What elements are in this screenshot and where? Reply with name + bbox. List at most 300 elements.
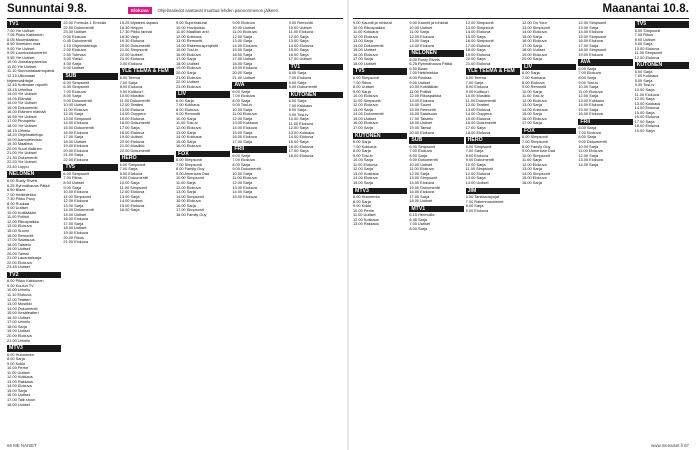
program-listing: 22.00 Uutiset <box>175 79 199 85</box>
program-listing: 11.10 Elokuva <box>7 292 32 298</box>
program-listing: 12.15 Ulkomaan kirjeenvaihtajat <box>7 72 36 83</box>
program-listing: 6.00 Sarja <box>232 152 251 158</box>
program-listing: 20.00 Suuri illallinen <box>7 145 42 151</box>
program-listing: 11.00 Maatilan arki <box>175 29 209 35</box>
program-listing: 21.00 Simpsonit <box>119 47 148 53</box>
program-listing: 8.00 Ruokaa <box>7 200 30 206</box>
program-listing: 17.00 Sarja <box>288 148 309 154</box>
program-listing: 21.00 Elokuva <box>465 60 491 66</box>
program-listing: 14.00 Elokuva <box>7 383 32 389</box>
program-listing: 9.00 Dokumentti <box>409 157 438 163</box>
program-listing: 6.00 Simpsonit <box>175 157 202 163</box>
program-listing: 10.00 Jumalanpalvelus <box>7 59 47 65</box>
program-listing: 12.00 Sarja <box>578 93 599 99</box>
program-listing: 21.00 Elokuva <box>63 239 88 245</box>
program-listing: 9.00 Dokumentti <box>465 157 494 163</box>
program-listing: 17.00 Sarja <box>465 124 486 130</box>
program-listing: 20.00 Sarja <box>232 70 253 76</box>
program-listing: 16.00 Remontti <box>7 232 34 238</box>
program-listing: 9.00 Dokumentti <box>288 84 317 90</box>
program-listing: 9.00 Supernatural <box>175 21 207 25</box>
program-listing: 11.00 Sarja <box>409 29 429 35</box>
program-listing: 14.00 Kokkaus <box>521 106 548 112</box>
program-listing: 8.00 Sarja <box>353 198 371 204</box>
channel-header: LIV <box>522 64 576 71</box>
program-listing: 15.00 Sarja <box>353 179 373 185</box>
program-listing: 12.00 Teatteri <box>119 102 144 108</box>
program-listing: 14.00 Elokuva <box>409 179 434 185</box>
program-listing: 7.00 Uutiset <box>409 221 431 227</box>
program-listing: 18.20 Ohjelmatietoja <box>7 132 43 138</box>
channel-block <box>232 21 286 80</box>
program-listing: 16.30 Uutiset <box>7 314 30 320</box>
program-listing: 10.00 Sarja <box>521 88 542 94</box>
program-listing: 15.00 Uutiset <box>63 211 87 217</box>
channel-block <box>353 188 407 227</box>
program-listing: 17.00 Sarja <box>409 193 430 199</box>
channel-block <box>466 137 520 185</box>
title-rule-left <box>7 18 343 19</box>
program-listing: 16.00 Sarja <box>175 202 196 208</box>
program-listing: 7.00 Rikos <box>634 32 654 38</box>
program-listing: 13.00 Elokuva <box>578 157 603 163</box>
program-listing: 7.00 Elokuva <box>232 157 255 163</box>
program-listing: 11.00 Simpsonit <box>119 184 148 190</box>
program-listing: 12.00 Sarja <box>232 115 253 121</box>
left_page-column <box>120 21 174 438</box>
program-listing: 13.00 Sarja <box>409 38 430 44</box>
program-listing: 20.00 Elokuva <box>7 332 32 338</box>
program-listing: 11.00 Elokuva <box>634 91 660 97</box>
program-listing: 22.00 Uutiset <box>119 51 143 57</box>
program-listing: 15.00 Sarja <box>175 138 196 144</box>
program-listing: 9.00 Elokuva <box>465 207 489 213</box>
right_page-column <box>466 21 520 438</box>
program-listing: 14.00 Dokumentti <box>353 42 384 48</box>
program-listing: 7.00 Kokkaus <box>353 143 377 149</box>
program-listing: 18.00 Elokuva <box>465 129 491 135</box>
program-listing: 12.00 Kokkaus <box>7 374 33 380</box>
program-listing: 11.00 Elokuva <box>288 29 314 35</box>
program-listing: 9.00 Dokumentti <box>578 139 607 145</box>
program-listing: 20.00 Elokuva <box>63 147 88 153</box>
channel-block <box>466 68 520 135</box>
program-listing: 18.00 Uutiset <box>409 198 433 204</box>
program-listing: 13.00 Rakkaus <box>353 221 379 227</box>
program-listing: 11.00 Elokuva <box>353 161 378 167</box>
program-listing: 19.00 Uutiset <box>7 328 30 334</box>
program-listing: 10.00 Kotilääkäri <box>7 209 36 215</box>
program-listing: 17.00 Sarja <box>521 120 542 126</box>
program-listing: 10.00 Sarja <box>578 143 599 149</box>
program-listing: 19.00 Elokuva <box>465 51 491 57</box>
program-listing: 7.00 Rikos <box>353 79 372 85</box>
program-listing: 15.00 Elokuva <box>119 202 145 208</box>
program-listing: 14.00 Simpsonit <box>521 170 550 176</box>
program-listing: 9.00 Kulttuuri <box>119 88 143 94</box>
left_page-column <box>176 21 230 438</box>
channel-block <box>409 50 463 135</box>
program-listing: 16.00 Elokuva <box>409 189 434 195</box>
right_page-column <box>409 21 463 438</box>
program-listing: 6.00 Simpsonit <box>409 143 436 149</box>
program-listing: 8.00 Sarja <box>578 74 597 80</box>
program-listing: 15.00 Remontti <box>409 106 436 112</box>
program-listing: 6.15 Hermoilla <box>409 212 435 218</box>
channel-header: SUB <box>409 137 463 144</box>
program-listing: 11.00 Elokuva <box>288 120 314 126</box>
channel-block <box>120 68 174 153</box>
program-listing: 8.00 Sarja <box>288 107 307 113</box>
program-listing: 17.00 Salaisuus <box>7 237 35 243</box>
program-listing: 19.30 Elokuva <box>119 38 145 44</box>
program-listing: 16.00 Elokuva <box>175 51 201 57</box>
program-listing: 18.00 Elokuva <box>288 152 314 158</box>
channel-header: YLE TEEMA & FEM <box>466 68 520 75</box>
program-listing: 7.00 Sarja <box>465 79 484 85</box>
program-listing: 6.00 Rusty Rivets <box>409 56 440 62</box>
program-listing: 15.00 Elokuva <box>232 193 257 199</box>
day-title-right: Maanantai 10.8. <box>602 3 689 15</box>
program-columns-left <box>7 21 343 438</box>
program-listing: 11.00 Yle Uutiset <box>7 63 37 69</box>
program-listing: 12.00 On Your <box>521 21 547 25</box>
program-listing: 16.00 Elokuva <box>288 143 314 149</box>
program-listing: 7.00 Rakennusmiehet <box>465 198 504 204</box>
channel-header: NELONEN <box>7 171 61 178</box>
program-listing: 19.00 Sarja <box>634 127 655 133</box>
program-listing: 21.00 Uutiset <box>232 74 256 80</box>
program-listing: 17.00 Sarja <box>119 124 140 130</box>
program-listing: 18.00 Simpsonit <box>578 47 607 53</box>
program-listing: 11.00 Elokuva <box>409 166 434 172</box>
program-listing: 10.00 Sarja <box>232 170 253 176</box>
program-listing: 11.00 Sarja <box>521 157 542 163</box>
program-listing: 13.00 Kokkaus <box>578 97 605 103</box>
program-listing: 18.00 Sarja <box>7 323 27 329</box>
program-listing: 10.00 Uutiset <box>288 24 312 30</box>
program-listing: 13.00 Rakkaus <box>7 378 33 384</box>
title-rule-right <box>353 18 689 19</box>
program-listing: 6.00 Teema <box>119 74 140 80</box>
program-listing: 6.00 Teema <box>465 74 486 80</box>
channel-block <box>7 272 61 343</box>
program-listing: 7.00 Kokkaus <box>288 102 313 108</box>
program-listing: 8.00 Ruokaa <box>409 74 432 80</box>
program-listing: 0.45 Dokumentti <box>63 38 92 44</box>
channel-block <box>578 21 632 57</box>
program-listing: 10.00 Rikospaikka <box>353 24 385 30</box>
program-listing: 18.00 Sarja <box>232 60 253 66</box>
program-listing: 7.30 Pikku Pony <box>7 196 36 202</box>
program-listing: 13.00 Sarja <box>521 166 542 172</box>
program-listing: 6.00 Sarja <box>288 98 307 104</box>
channel-block <box>7 345 61 407</box>
program-listing: 12.00 Rikospaikka <box>7 218 39 224</box>
program-listing: 16.55 Yle Uutiset <box>7 113 37 119</box>
channel-header: MTV3 <box>353 188 407 195</box>
channel-header: FRII <box>578 119 632 126</box>
program-listing: 16.00 Elokuva <box>353 51 378 57</box>
program-listing: 17.00 Talk show <box>7 397 35 403</box>
program-listing: 8.00 Sarja <box>232 97 251 103</box>
program-listing: 15.00 Kesäteatteri <box>7 310 39 316</box>
channel-block <box>120 155 174 213</box>
program-listing: 6.50 Blaze <box>409 65 428 71</box>
program-listing: 11.00 Dokumentti <box>119 97 150 103</box>
program-listing: 21.00 Sarja <box>63 152 84 158</box>
program-listing: 15.00 Dokumentti <box>409 184 440 190</box>
program-listing: 7.00 Yle Uutiset <box>7 27 35 33</box>
channel-block <box>120 21 174 66</box>
program-listing: 7.00 Simpsonit <box>175 161 202 167</box>
program-listing: 13.00 Remontti <box>175 38 203 44</box>
program-listing: 9.00 Dokumentti <box>63 97 92 103</box>
program-listing: 16.00 Elokuva <box>63 129 88 135</box>
channel-block <box>232 146 286 199</box>
program-listing: 20.00 Rikos <box>63 234 84 240</box>
program-listing: 11.00 Dokumentti <box>465 97 496 103</box>
program-listing: 16.00 Elokuva <box>578 111 603 117</box>
program-listing: 17.00 Sarja <box>63 134 84 140</box>
program-listing: 13.00 Sarja <box>465 175 486 181</box>
program-listing: 9.00 American Dad <box>521 148 556 154</box>
program-listing: 15.00 Elokuva <box>521 175 547 181</box>
channel-header: AVA <box>578 59 632 66</box>
program-listing: 16.00 Elokuva <box>521 115 547 121</box>
program-listing: 6.45 Sarja <box>409 216 428 222</box>
program-listing: 6.00 Sarja <box>634 68 653 74</box>
program-listing: 6.00 Sarja <box>288 70 307 76</box>
program-listing: 9.00 Tosi-tv <box>634 82 655 88</box>
program-listing: 17.00 Sarja <box>353 56 373 62</box>
program-listing: 17.00 Elokuva <box>465 42 491 48</box>
program-listing: 7.00 Kokkaus <box>521 74 546 80</box>
program-listing: 19.00 Elokuva <box>232 65 257 71</box>
program-listing: 8.00 Elokuva <box>465 84 489 90</box>
program-listing: 18.00 Yle Uutiset <box>7 122 37 128</box>
program-listing: 7.00 Elokuva <box>63 88 86 94</box>
program-listing: 9.00 Kokki <box>353 203 372 209</box>
program-listing: 8.05 Muumilaakso <box>7 36 39 42</box>
program-listing: 9.00 Remontti <box>288 21 313 25</box>
program-listing: 13.15 Urheilua <box>7 86 33 92</box>
program-listing: 18.00 Uutiset <box>175 60 199 66</box>
program-listing: 8.00 Family Guy <box>521 143 551 149</box>
program-listing: 9.00 Sarja <box>634 41 653 47</box>
program-listing: 11.00 Elokuva <box>578 148 603 154</box>
program-listing: 21.00 Elokuva <box>175 74 201 80</box>
program-listing: 16.00 Salaisuus <box>409 111 438 117</box>
program-listing: 2.50 Tulevaa <box>63 51 86 57</box>
right_page-column <box>522 21 576 438</box>
program-listing: 8.00 Elokuva <box>521 79 545 85</box>
program-listing: 12.00 Simpsonit <box>465 21 494 25</box>
program-listing: 21.00 Urheilu <box>7 337 31 343</box>
program-listing: 14.00 Sarja <box>232 189 253 195</box>
program-listing: 20.00 Elokuva <box>409 129 434 135</box>
program-listing: 11.00 Elokuva <box>63 106 88 112</box>
program-listing: 15.00 Elokuva <box>119 115 145 121</box>
program-listing: 6.00 Sarja <box>175 97 194 103</box>
page-number: 66 <box>7 443 12 448</box>
program-listing: 9.00 Koulun TV <box>7 282 34 288</box>
program-listing: 16.00 Sarja <box>521 179 542 185</box>
program-listing: 7.00 Rikos <box>63 175 82 181</box>
program-listing: 8.00 Sarja <box>288 79 307 85</box>
program-listing: 15.00 Sarja <box>521 111 542 117</box>
program-listing: 7.00 Sarja <box>119 166 138 172</box>
program-listing: 13.00 Musiikki <box>7 301 32 307</box>
program-listing: 13.00 Elokuva <box>409 97 434 103</box>
program-listing: 13.00 Sarja <box>119 193 140 199</box>
program-listing: 16.00 Sarja <box>232 51 253 57</box>
program-listing: 6.00 Simpsonit <box>465 143 492 149</box>
program-listing: 12.00 Elokuva <box>353 102 378 108</box>
left_page-column <box>63 21 117 438</box>
left-page <box>0 0 347 450</box>
program-listing: 15.00 Sarja <box>578 106 599 112</box>
program-listing: 15.00 Uutiset <box>353 47 376 53</box>
program-listing: 12.00 Elokuva <box>119 189 145 195</box>
channel-block <box>522 21 576 62</box>
program-listing: 14.00 Suomi <box>409 102 432 108</box>
program-listing: 14.00 Yle Uutiset <box>7 91 37 97</box>
program-listing: 13.00 Kokkaus <box>353 170 379 176</box>
program-listing: 1.15 Ohjelmatietoja <box>63 42 97 48</box>
program-listing: 10.00 Kotilääkäri <box>409 84 439 90</box>
channel-block <box>7 21 61 169</box>
program-listing: 8.00 Sarja <box>634 77 653 83</box>
program-listing: 10.00 Musiikki <box>465 93 491 99</box>
program-listing: 6.00 Sarja <box>578 65 597 71</box>
program-listing: 6.00 Huomenta <box>353 194 380 199</box>
program-listing: 13.00 Sarja <box>175 129 196 135</box>
magazine-name: ME NAISET <box>13 443 37 448</box>
program-listing: 19.00 Tanssi <box>409 124 432 130</box>
program-listing: 19.00 Elokuva <box>578 51 603 57</box>
program-listing: 9.00 Elokuva <box>232 21 255 25</box>
program-listing: 11.00 Tosi-tv <box>521 93 544 99</box>
program-listing: 14.00 Elokuva <box>288 134 314 140</box>
program-listing: 15.00 Uutiset <box>353 115 376 121</box>
program-listing: 17.00 Uutiset <box>232 56 256 62</box>
channel-header: JIM <box>466 188 520 195</box>
program-listing: 16.00 Sarja <box>119 207 140 213</box>
program-listing: 14.00 Ooppera <box>465 111 492 117</box>
program-listing: 10.00 Sarja <box>119 179 140 185</box>
program-listing: 15.00 Sarja <box>232 129 253 135</box>
program-listing: 14.00 Elokuva <box>578 29 603 35</box>
program-listing: 15.00 Elokuva <box>175 198 201 204</box>
program-listing: 7.00 Simpsonit <box>521 139 548 145</box>
program-listing: 18.00 Uutiset <box>63 225 87 231</box>
program-listing: 13.00 Sarja <box>353 106 373 112</box>
program-listing: 12.00 Simpsonit <box>578 21 607 25</box>
program-listing: 15.00 Dokumentti <box>63 124 94 130</box>
program-listing: 16.00 Uutiset <box>7 392 30 398</box>
program-listing: 14.00 Simpsonit <box>175 193 204 199</box>
program-listing: 17.00 Pirunpelto <box>7 118 36 124</box>
program-listing: 14.00 Kokkaus <box>175 134 202 140</box>
program-listing: 6.50 Blaze <box>7 187 26 193</box>
program-listing: 20.00 Sarja <box>175 70 196 76</box>
channel-header: KUTONEN <box>289 92 343 99</box>
channel-header: TV5 <box>63 164 117 171</box>
channel-block <box>409 206 463 232</box>
program-listing: 9.00 Remontti <box>175 111 201 117</box>
program-listing: 11.00 Elokuva <box>578 88 603 94</box>
program-listing: 17.00 Simpsonit <box>175 207 204 213</box>
footer-right-info <box>651 443 689 448</box>
program-listing: 6.00 Simpsonit <box>634 27 661 33</box>
channel-header: NELONEN <box>409 50 463 57</box>
program-listing: 16.00 Elokuva <box>521 38 547 44</box>
program-listing: 13.00 Elokuva <box>465 106 491 112</box>
channel-header: FOX <box>176 151 230 158</box>
program-listing: 8.00 Sarja <box>465 203 484 209</box>
program-listing: 9.00 Tosi-tv <box>353 152 373 158</box>
program-listing: 13.00 Sarja <box>578 24 599 30</box>
program-listing: 9.00 Kauniit ja rohkeat <box>409 21 449 25</box>
program-listing: 12.00 Rikospaikka <box>409 93 442 99</box>
program-listing: 13.00 Sarja <box>232 38 253 44</box>
program-listing: 10.00 Sarja <box>288 116 309 122</box>
program-listing: 16.00 Elokuva <box>578 38 603 44</box>
program-listing: 8.00 Elokuva <box>175 106 199 112</box>
program-listing: 9.00 Kulttuuri <box>465 88 489 94</box>
program-listing: 9.00 Kokki <box>7 360 26 366</box>
program-listing: 14.00 Uutiset <box>119 198 143 204</box>
channel-block <box>232 82 286 144</box>
program-listing: 14.00 Elokuva <box>288 42 314 48</box>
program-listing: 10.00 Perhe <box>7 365 29 371</box>
program-listing: 7.05 Pikku Kakkonen <box>7 32 44 38</box>
program-listing: 8.00 Elokuva <box>465 152 489 158</box>
program-listing: 9.00 Dokumentti <box>119 175 148 181</box>
program-listing: 12.00 Elokuva <box>175 184 201 190</box>
program-listing: 21.00 Musiikki <box>119 143 145 149</box>
program-listing: 12.00 Sarja <box>409 170 430 176</box>
program-listing: 19.00 Elokuva <box>521 51 547 57</box>
program-listing: 13.00 Sarja <box>288 38 309 44</box>
program-listing: 18.00 Uutiset <box>409 120 433 126</box>
program-listing: 18.00 Uutiset <box>7 401 30 407</box>
program-listing: 17.00 Sarja <box>521 42 542 48</box>
program-listing: 14.00 Elokuva <box>521 29 547 35</box>
program-listing: 7.00 Elokuva <box>232 93 255 99</box>
program-listing: 18.00 Elokuva <box>119 129 145 135</box>
program-listing: 14.00 Elokuva <box>232 124 257 130</box>
channel-block <box>409 137 463 204</box>
channel-block <box>176 21 230 89</box>
program-listing: 16.00 Elokuva <box>353 120 378 126</box>
program-listing: 13.00 Elokuva <box>7 223 32 229</box>
program-listing: 21.00 Yle Uutiset <box>7 150 37 156</box>
program-listing: 11.00 Simpsonit <box>63 193 91 199</box>
program-listing: 10.00 Perhe <box>353 207 375 213</box>
program-listing: 23.00 Elokuva <box>119 56 145 62</box>
program-listing: 6.00 Simpsonit <box>63 79 90 85</box>
channel-block <box>466 21 520 66</box>
program-listing: 14.00 Ooppera <box>119 111 146 117</box>
program-listing: 15.00 Sarja <box>521 33 542 39</box>
program-listing: 7.00 Sarja <box>119 79 138 85</box>
program-listing: 11.00 Elokuva <box>232 111 257 117</box>
channel-header: TV2 <box>7 272 61 279</box>
program-listing: 7.00 Elokuva <box>288 74 312 80</box>
program-listing: 15.00 Sarja <box>232 47 253 53</box>
